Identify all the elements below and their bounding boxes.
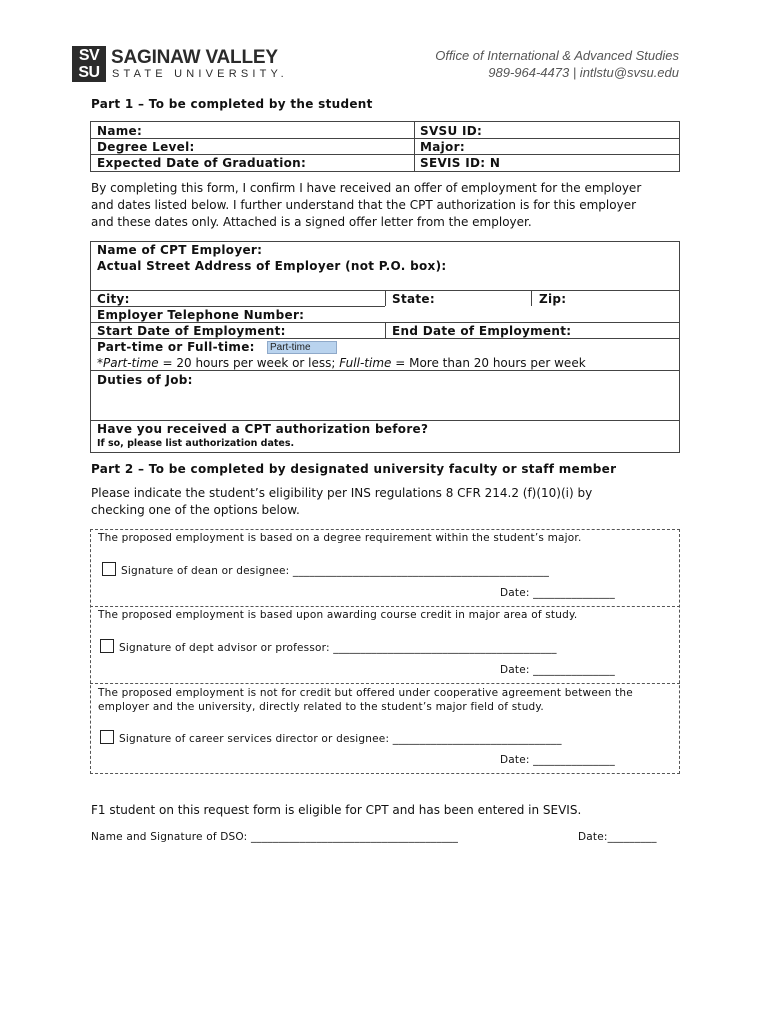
- intro-line: and these dates only. Attached is a signed offer letter from the employer.: [91, 215, 532, 229]
- name-field[interactable]: Name:: [97, 124, 143, 138]
- logo-mark-top: SV: [78, 47, 100, 64]
- zip-field[interactable]: Zip:: [539, 292, 567, 306]
- employment-type-select[interactable]: Part-time: [267, 341, 337, 354]
- duties-field[interactable]: Duties of Job:: [97, 373, 193, 387]
- office-contact: 989-964-4473 | intlstu@svsu.edu: [488, 65, 679, 80]
- note-text: = More than 20 hours per week: [391, 356, 586, 370]
- prior-cpt-question[interactable]: Have you received a CPT authorization before?: [97, 422, 429, 436]
- advisor-signature-line[interactable]: Signature of dept advisor or professor: _________________________________________: [119, 642, 557, 654]
- option-3-date[interactable]: Date: _______________: [500, 754, 615, 766]
- office-info: [435, 47, 679, 81]
- option-3-line: The proposed employment is not for credit but offered under cooperative agreement between the: [98, 687, 633, 699]
- degree-level-field[interactable]: Degree Level:: [97, 140, 195, 154]
- note-parttime: *Part-time: [97, 356, 159, 370]
- intro-line: Please indicate the student’s eligibility per INS regulations 8 CFR 214.2 (f)(10)(i) by: [91, 486, 593, 500]
- option-1-signature-row: [102, 562, 549, 577]
- state-field[interactable]: State:: [392, 292, 435, 306]
- note-fulltime: Full-time: [339, 356, 392, 370]
- dso-signature-line[interactable]: Name and Signature of DSO: ______________________________________: [91, 831, 459, 843]
- svsu-id-field[interactable]: SVSU ID:: [420, 124, 483, 138]
- part2-intro: [91, 485, 592, 519]
- intro-line: and dates listed below. I further understand that the CPT authorization is for this employer: [91, 198, 637, 212]
- option-2-signature-row: [100, 639, 557, 654]
- city-field[interactable]: City:: [97, 292, 130, 306]
- option-degree-requirement: The proposed employment is based on a degree requirement within the student’s major.: [98, 532, 582, 544]
- logo-mark: [72, 46, 106, 82]
- end-date-field[interactable]: End Date of Employment:: [392, 324, 572, 338]
- option-1-date[interactable]: Date: _______________: [500, 587, 615, 599]
- option-2-checkbox[interactable]: [100, 639, 114, 653]
- employment-type-label: Part-time or Full-time:: [97, 340, 255, 354]
- note-text: = 20 hours per week or less;: [158, 356, 340, 370]
- employer-phone-field[interactable]: Employer Telephone Number:: [97, 308, 305, 322]
- part1-heading: Part 1 – To be completed by the student: [91, 97, 373, 111]
- logo-name: SAGINAW VALLEY: [111, 47, 278, 68]
- office-name: Office of International & Advanced Studies: [435, 48, 679, 63]
- option-course-credit: The proposed employment is based upon awarding course credit in major area of study.: [98, 609, 578, 621]
- dso-date[interactable]: Date:_________: [578, 831, 657, 843]
- option-1-checkbox[interactable]: [102, 562, 116, 576]
- option-2-date[interactable]: Date: _______________: [500, 664, 615, 676]
- sevis-id-field[interactable]: SEVIS ID: N: [420, 156, 501, 170]
- prior-cpt-note: If so, please list authorization dates.: [97, 438, 295, 449]
- major-field[interactable]: Major:: [420, 140, 465, 154]
- intro-line: checking one of the options below.: [91, 503, 300, 517]
- logo-subtitle: STATE UNIVERSITY.: [112, 68, 288, 80]
- option-3-checkbox[interactable]: [100, 730, 114, 744]
- start-date-field[interactable]: Start Date of Employment:: [97, 324, 286, 338]
- part2-heading: Part 2 – To be completed by designated university faculty or staff member: [91, 462, 617, 476]
- employer-address-field[interactable]: Actual Street Address of Employer (not P.O. box):: [97, 259, 447, 273]
- graduation-date-field[interactable]: Expected Date of Graduation:: [97, 156, 307, 170]
- dean-signature-line[interactable]: Signature of dean or designee: _______________________________________________: [121, 565, 550, 577]
- sevis-statement: F1 student on this request form is eligible for CPT and has been entered in SEVIS.: [91, 803, 582, 817]
- option-3-line: employer and the university, directly related to the student’s major field of study.: [98, 701, 544, 713]
- part1-intro: [91, 180, 641, 231]
- logo-mark-bottom: SU: [78, 64, 100, 81]
- intro-line: By completing this form, I confirm I have received an offer of employment for the employer: [91, 181, 642, 195]
- option-3-signature-row: [100, 730, 562, 745]
- employment-type-note: [97, 355, 586, 372]
- employer-name-field[interactable]: Name of CPT Employer:: [97, 243, 263, 257]
- option-cooperative-agreement: [98, 686, 633, 714]
- career-services-signature-line[interactable]: Signature of career services director or designee: _______________________________: [119, 733, 562, 745]
